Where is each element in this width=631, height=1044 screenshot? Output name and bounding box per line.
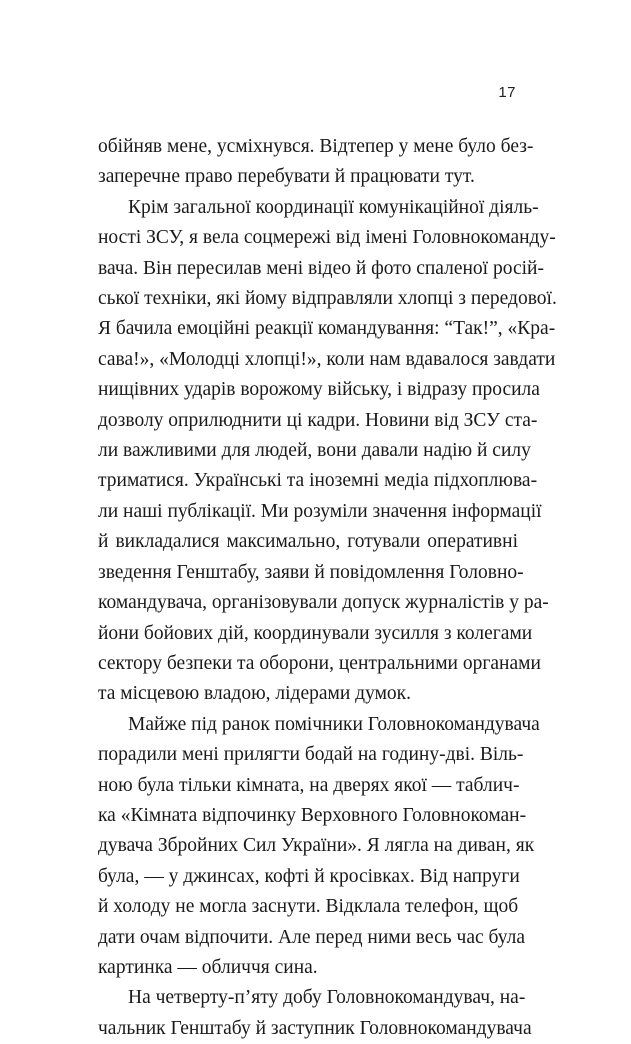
text-line: триматися. Українські та іноземні медіа підхоплюва-	[98, 470, 538, 492]
text-line: ності ЗСУ, я вела соцмережі від імені Головнокоманду-	[98, 227, 556, 249]
text-line: зведення Генштабу, заяви й повідомлення Головно-	[98, 561, 524, 583]
text-line: вача. Він пересилав мені відео й фото спаленої росій-	[98, 257, 544, 279]
text-line: сектору безпеки та оборони, центральними органами	[98, 652, 541, 674]
text-line: ли наші публікації. Ми розуміли значення інформації	[98, 500, 542, 522]
text-line: йони бойових дій, координували зусилля з колегами	[98, 622, 533, 644]
text-line: На четверту-п’яту добу Головнокомандувач, на-	[128, 987, 526, 1009]
text-line: порадили мені прилягти бодай на годину-дві. Віль-	[98, 744, 524, 766]
text-line: Крім загальної координації комунікаційної діяль-	[128, 196, 539, 218]
text-line: командувача, організовували допуск журналістів у ра-	[98, 592, 549, 614]
text-line: дувача Збройних Сил України». Я лягла на диван, як	[98, 835, 535, 857]
text-line: та місцевою владою, лідерами думок.	[98, 683, 412, 705]
text-line: дозволу оприлюднити ці кадри. Новини від ЗСУ ста-	[98, 409, 538, 431]
text-line: й викладалися максимально, готували оперативні	[98, 531, 518, 553]
text-line: ка «Кімната відпочинку Верховного Головнокоман-	[98, 804, 527, 826]
body-text	[98, 132, 557, 1044]
text-line: обійняв мене, усміхнувся. Відтепер у мене було без-	[98, 136, 534, 157]
text-line: Майже під ранок помічники Головнокомандувача	[128, 713, 540, 735]
text-line: сава!», «Молодці хлопці!», коли нам вдавалося завдати	[98, 348, 556, 370]
text-line: ли важливими для людей, вони давали надію й силу	[98, 440, 531, 462]
text-line: Я бачила емоційні реакції командування: “Так!”, «Кра-	[98, 318, 556, 340]
text-line: картинка — обличчя сина.	[98, 956, 318, 978]
text-line: заперечне право перебувати й працювати тут.	[98, 166, 475, 188]
text-line: ської техніки, які йому відправляли хлопці з передової.	[98, 288, 557, 310]
text-line: нищівних ударів ворожому війську, і відразу просила	[98, 379, 540, 401]
text-line: була, — у джинсах, кофті й кросівках. Від напруги	[98, 865, 520, 887]
text-line: ною була тільки кімната, на дверях якої — таблич-	[98, 774, 520, 796]
text-line: дати очам відпочити. Але перед ними весь час була	[98, 926, 526, 948]
text-line: й холоду не могла заснути. Відклала телефон, щоб	[98, 896, 519, 918]
text-line: чальник Генштабу й заступник Головнокомандувача	[98, 1017, 532, 1039]
page-number: 17	[498, 84, 516, 101]
